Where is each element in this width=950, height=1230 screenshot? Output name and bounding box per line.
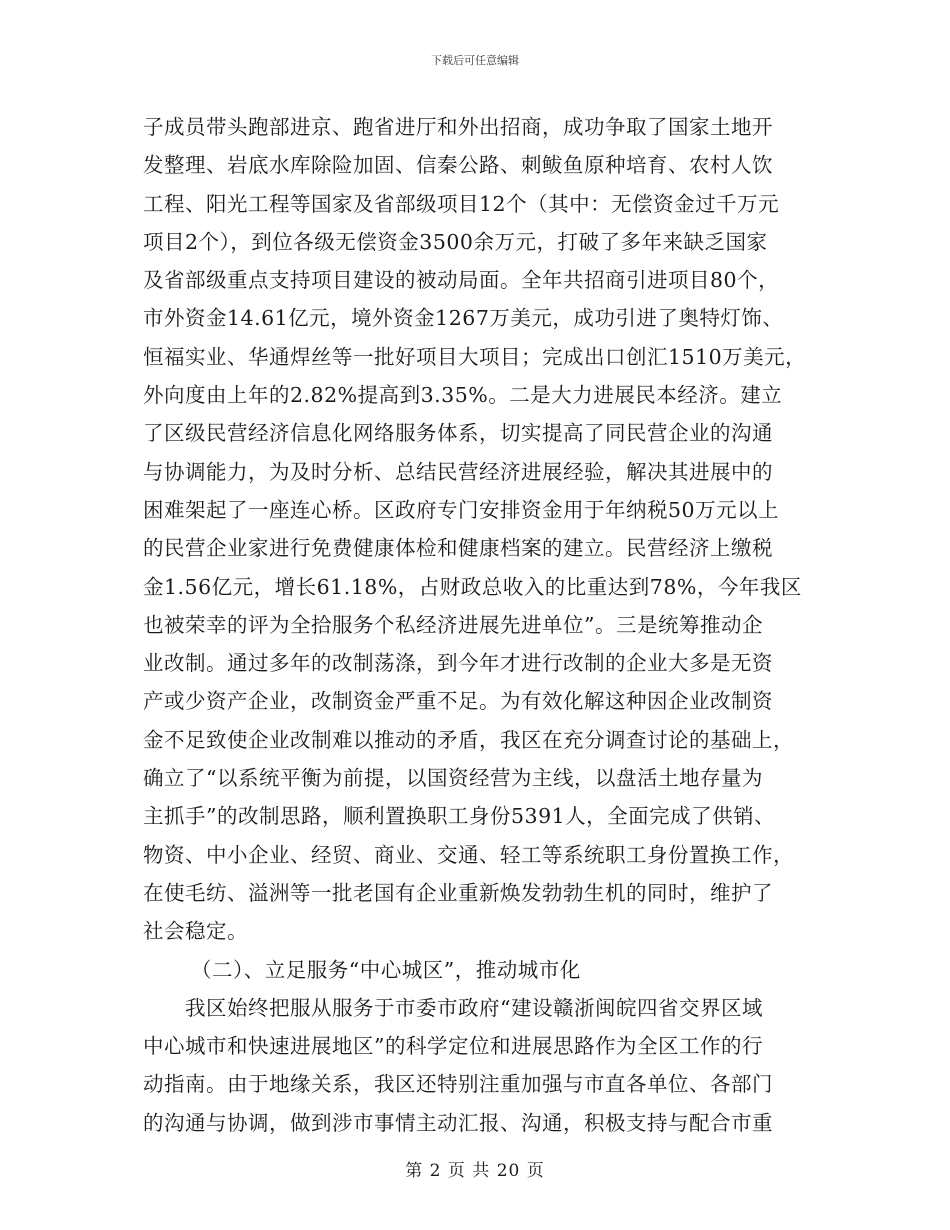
text-line: 金不足致使企业改制难以推动的矛盾，我区在充分调查讨论的基础上， xyxy=(143,727,794,752)
text-line: 动指南。由于地缘关系，我区还特别注重加强与市直各单位、各部门 xyxy=(143,1072,773,1097)
text-line: 金1.56亿元，增长61.18%，占财政总收入的比重达到78%，今年我区 xyxy=(143,574,802,599)
text-line: 确立了“以系统平衡为前提，以国资经营为主线，以盘活土地存量为 xyxy=(143,766,763,791)
body-text xyxy=(143,108,813,1142)
text-line: 业改制。通过多年的改制荡涤，到今年才进行改制的企业大多是无资 xyxy=(143,651,773,676)
text-line: 项目2个），到位各级无偿资金3500余万元，打破了多年来缺乏国家 xyxy=(143,229,768,254)
section-heading: （二）、立足服务“中心城区”，推动城市化 xyxy=(191,957,581,982)
text-line: 发整理、岩底水库除险加固、信秦公路、刺鲅鱼原种培育、农村人饮 xyxy=(143,153,773,178)
text-line: 了区级民营经济信息化网络服务体系，切实提高了同民营企业的沟通 xyxy=(143,421,773,446)
text-line: 在使毛纺、溢洲等一批老国有企业重新焕发勃勃生机的同时，维护了 xyxy=(143,880,773,905)
text-line: 社会稳定。 xyxy=(143,919,248,944)
text-line: 及省部级重点支持项目建设的被动局面。全年共招商引进项目80个， xyxy=(143,268,780,293)
text-line: 外向度由上年的2.82%提高到3.35%。二是大力进展民本经济。建立 xyxy=(143,383,783,408)
text-line: 的民营企业家进行免费健康体检和健康档案的建立。民营经济上缴税 xyxy=(143,536,773,561)
text-line: 物资、中小企业、经贸、商业、交通、轻工等系统职工身份置换工作， xyxy=(143,842,794,867)
text-line: 困难架起了一座连心桥。区政府专门安排资金用于年纳税50万元以上 xyxy=(143,497,780,522)
text-line: 产或少资产企业，改制资金严重不足。为有效化解这种因企业改制资 xyxy=(143,689,773,714)
text-line: 市外资金14.61亿元，境外资金1267万美元，成功引进了奥特灯饰、 xyxy=(143,306,784,331)
page-header: 下载后可任意编辑 xyxy=(431,54,519,67)
text-line: 子成员带头跑部进京、跑省进厅和外出招商，成功争取了国家土地开 xyxy=(143,115,773,139)
text-line: 主抓手”的改制思路，顺利置换职工身份5391人，全面完成了供销、 xyxy=(143,804,776,829)
text-line: 恒福实业、华通焊丝等一批好项目大项目；完成出口创汇1510万美元， xyxy=(143,344,807,369)
text-line: 中心城市和快速进展地区”的科学定位和进展思路作为全区工作的行 xyxy=(143,1034,763,1059)
text-line: 的沟通与协调，做到涉市事情主动汇报、沟通，积极支持与配合市重 xyxy=(143,1110,773,1135)
text-line: 与协调能力，为及时分析、总结民营经济进展经验，解决其进展中的 xyxy=(143,459,773,484)
text-line: 也被荣幸的评为全拾服务个私经济进展先进单位”。三是统筹推动企 xyxy=(143,612,763,637)
text-line: 工程、阳光工程等国家及省部级项目12个（其中：无偿资金过千万元 xyxy=(143,191,780,216)
text-line: 我区始终把服从服务于市委市政府“建设赣浙闽皖四省交界区域 xyxy=(185,995,763,1020)
page-footer: 第 2 页 共 20 页 xyxy=(405,1161,545,1181)
